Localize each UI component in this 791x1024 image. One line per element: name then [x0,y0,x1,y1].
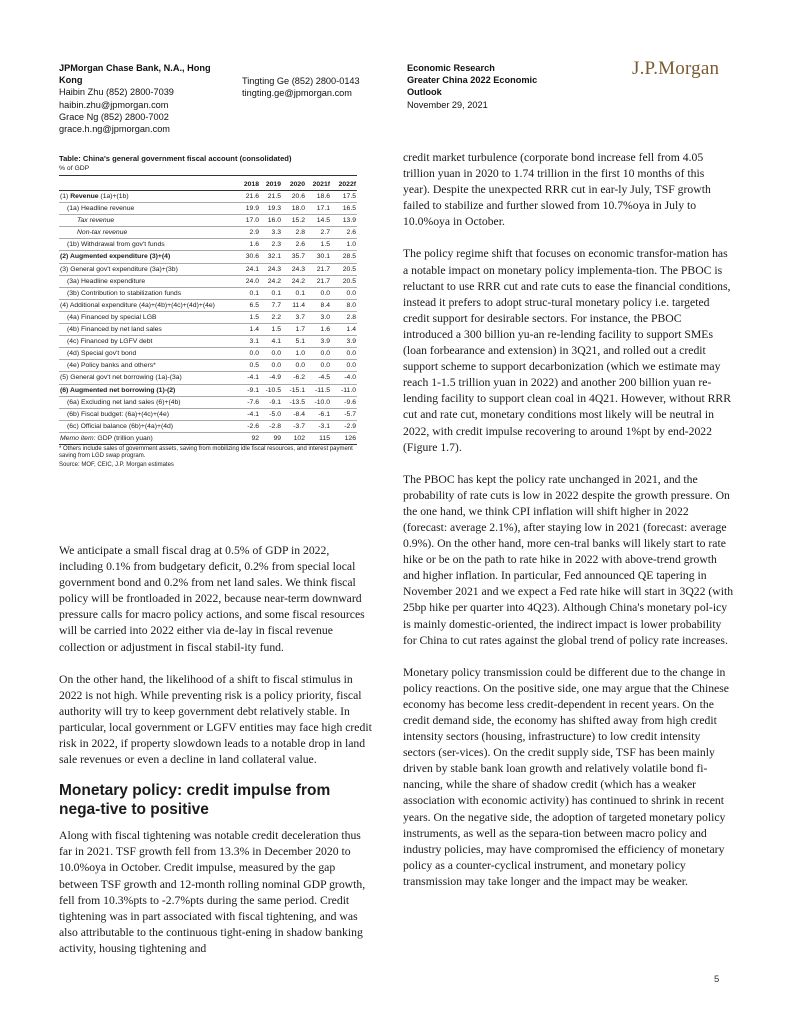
cell-value: 2.6 [295,241,305,249]
cell-value: 0.1 [295,289,305,297]
cell-value: 0.0 [271,362,281,370]
row-label: (4c) Financed by LGFV debt [67,338,153,346]
cell-value: 21.7 [316,277,330,285]
row-label: (3a) Headline expenditure [67,277,146,285]
report-title: Greater China 2022 Economic [407,75,538,86]
cell-value: 2.3 [271,241,281,249]
author-zhu: Haibin Zhu (852) 2800-7039 [59,87,174,98]
paragraph: credit market turbulence (corporate bond increase fell from 4.05 trillion yuan in 2020 to 1.74 trillion in the first 10 months of this year). Despite the unexpected RRR cut in ear-ly July, TSF growth failed to stabilize and further slowed from 10.7%oya in July to 10.0%oya in October. [403,151,711,229]
cell-value: -8.4 [293,410,305,418]
row-label: (4) Additional expenditure (4a)+(4b)+(4c)+(4d)+(4e) [60,301,215,309]
cell-value: 3.0 [320,313,330,321]
cell-value: 21.5 [267,193,281,200]
row-label: (4e) Policy banks and others* [67,362,156,370]
table-row [59,432,357,444]
col-header: 2021f [312,181,330,188]
cell-value: 2.6 [346,229,356,237]
table-row [59,372,357,384]
cell-value: 0.5 [249,362,259,370]
table-row [59,324,357,336]
table-row [59,239,357,251]
col-header: 2018 [243,181,259,188]
cell-value: 19.9 [245,205,259,213]
cell-value: 2.7 [320,229,330,237]
paragraph: The PBOC has kept the policy rate unchanged in 2021, and the probability of rate cuts is low in 2022 despite the growth pressure. On the one hand, we think CPI inflation will shift higher in 2022 (forecast: average 2.1%), after staying low in 2021 (forecast: average 0.9%). On the other hand, more cen-tral banks will likely start to rate hike or be on the path to rate hike in 2022 with above-trend growth and higher inflation. In particular, Fed announced QE tapering in November 2021 and we expect a Fed rate hike will start in 3Q22 (with 25bp hike per quarter into 4Q23). Although China's monetary pol-icy is mainly domestic-oriented, the indirect impact is lower probability for China to cut rates against the global trend of policy rate increases. [403,472,734,647]
row-label: (4d) Special gov't bond [67,350,137,358]
row-label: (3) General gov't expenditure (3a)+(3b) [60,265,178,273]
cell-value: 102 [293,434,305,442]
cell-value: 0.0 [271,350,281,358]
table-row [59,263,357,275]
table-row [59,287,357,299]
cell-value: 19.3 [267,205,281,213]
email-ge[interactable]: tingting.ge@jpmorgan.com [242,88,352,99]
cell-value: -2.6 [247,422,259,430]
cell-value: 1.6 [249,241,259,249]
author-ge: Tingting Ge (852) 2800-0143 [242,76,360,86]
cell-value: 2.9 [249,229,259,237]
table-row [59,384,357,396]
entity-name-cont: Kong [59,75,83,86]
cell-value: 1.6 [320,326,330,334]
cell-value: -9.6 [344,398,356,406]
cell-value: 0.1 [249,289,259,297]
cell-value: 0.0 [346,362,356,370]
paragraph: On the other hand, the likelihood of a shift to fiscal stimulus in 2022 is not high. While preventing risk is a policy priority, fiscal authority will try to keep government debt relatively stable. In particular, local government or LGFV entities may face high credit risk in 2022, if property slowdown leads to a notable drop in land sale revenues or even a decline in land collateral value. [59,672,372,767]
header-report-info [407,62,582,111]
cell-value: 0.0 [320,289,330,297]
table-header-row [59,179,357,191]
cell-value: 11.4 [292,301,305,309]
cell-value: 17.1 [316,205,330,213]
header-authors-mid [242,75,402,99]
cell-value: 0.0 [249,350,259,358]
cell-value: -4.1 [247,410,259,418]
page-number: 5 [714,974,720,985]
cell-value: 3.9 [346,338,356,346]
table-row [59,191,357,203]
cell-value: -7.6 [247,398,259,406]
cell-value: 2.8 [346,313,356,321]
fiscal-table [59,179,357,445]
row-label: Non-tax revenue [77,229,128,237]
table-source: Source: MOF, CEIC, J.P. Morgan estimates [59,461,174,468]
cell-value: 0.0 [346,350,356,358]
row-label: (6c) Official balance (6b)+(4a)+(4d) [67,422,174,430]
cell-value: -4.9 [269,374,281,382]
cell-value: -9.1 [247,386,259,394]
row-label: (1b) Withdrawal from gov't funds [67,241,165,249]
table-row [59,227,357,239]
table-row [59,420,357,432]
fiscal-account-table [59,154,357,469]
col-header: 2020 [289,181,305,188]
entity-name: JPMorgan Chase Bank, N.A., Hong [59,63,211,73]
cell-value: -5.0 [269,410,281,418]
cell-value: -15.1 [289,386,305,394]
table-row [59,203,357,215]
row-label: (6b) Fiscal budget: (6a)+(4c)+(4e) [67,410,169,418]
cell-value: -10.0 [314,398,330,406]
email-zhu[interactable]: haibin.zhu@jpmorgan.com [59,99,169,110]
cell-value: 32.1 [267,253,281,261]
table-row [59,275,357,287]
cell-value: 13.9 [342,217,356,225]
cell-value: 14.5 [316,217,330,225]
cell-value: 24.0 [245,277,259,285]
row-label: (3b) Contribution to stabilization funds [67,289,182,297]
cell-value: 15.2 [291,217,305,225]
cell-value: -5.7 [344,410,356,418]
cell-value: -13.5 [289,398,305,406]
row-label: (4a) Financed by special LGB [67,313,157,321]
cell-value: 115 [319,434,330,442]
cell-value: 2.2 [271,313,281,321]
report-date: November 29, 2021 [407,99,488,110]
table-row [59,348,357,360]
cell-value: 17.0 [245,217,259,225]
row-label: (6a) Excluding net land sales (6)+(4b) [67,398,181,406]
cell-value: -10.5 [265,386,281,394]
cell-value: 35.7 [291,253,305,261]
cell-value: 0.0 [320,350,330,358]
jpmorgan-logo: J.P.Morgan [632,58,720,79]
cell-value: 5.1 [295,338,305,346]
cell-value: -2.9 [344,422,356,430]
cell-value: -6.1 [318,410,330,418]
cell-value: 1.5 [271,326,281,334]
paragraph: We anticipate a small fiscal drag at 0.5% of GDP in 2022, including 0.1% from budgetary deficit, 0.2% from special local government bond and 0.2% from net land sales. We think fiscal policy will be frontloaded in 2022, because near-term downward pressure calls for macro policy actions, and some fiscal resources will be carried into 2022 either via de-lay in fiscal revenue collection or adjustment in fiscal stabil-ity fund. [59,544,365,654]
cell-value: 3.9 [320,338,330,346]
row-label: (2) Augmented expenditure (3)+(4) [60,253,171,261]
cell-value: -9.1 [269,398,281,406]
table-row [59,215,357,227]
cell-value: 2.8 [295,229,305,237]
row-label: (4b) Financed by net land sales [67,326,162,334]
cell-value: 30.1 [316,253,330,261]
cell-value: 16.0 [267,217,281,225]
cell-value: 4.1 [271,338,281,346]
cell-value: 126 [344,434,356,442]
section-heading: Monetary policy: credit impulse from nega-tive to positive [59,782,331,818]
cell-value: 1.4 [346,326,356,334]
col-header: 2022f [338,181,356,188]
right-column [403,150,734,906]
cell-value: 0.0 [295,362,305,370]
cell-value: 30.6 [245,253,259,261]
paragraph: The policy regime shift that focuses on economic transfor-mation has a notable impact on monetary policy implementa-tion. The PBOC is reluctant to use RRR cut and rate cuts to ease the financial conditions, instead it prefers to adopt struc-tural monetary policy i.e. targeted credit support for desirable sectors. For instance, the PBOC introduced a 300 billion yu-an re-lending facility to support SMEs (loan forbearance and extension) in 3Q21, and rolled out a credit support scheme to support decarbonization (which we estimate may reach 1-1.5 trillion yuan in 2022) and another 200 billion yuan re-lending facility to support clean coal in 4Q21. However, without RRR cut and rate cut, monetary conditions most likely will be neutral in 2022, with credit impulse recovering to around 1%pt by end-2022 (Figure 1.7). [403,247,732,454]
cell-value: 24.1 [245,265,259,273]
left-column [59,543,375,973]
cell-value: 0.0 [346,289,356,297]
cell-value: -11.5 [315,386,330,394]
cell-value: -3.7 [293,422,305,430]
table-footnote: * Others include sales of government assets, saving from mobilizing idle fiscal resources, and interest payment saving from LGD swap program. [59,445,353,460]
cell-value: 99 [273,434,281,442]
header-authors-left [59,62,239,135]
cell-value: 8.4 [320,301,330,309]
cell-value: 21.7 [316,265,330,273]
table-row [59,408,357,420]
cell-value: 8.0 [346,301,356,309]
cell-value: -2.8 [269,422,281,430]
cell-value: 24.3 [267,265,281,273]
department: Economic Research [407,63,495,73]
cell-value: 1.5 [249,313,259,321]
cell-value: 28.5 [342,253,356,261]
cell-value: 0.0 [320,362,330,370]
table-row [59,311,357,323]
table-row [59,360,357,372]
cell-value: 20.5 [342,265,356,273]
cell-value: 24.2 [291,277,305,285]
cell-value: 24.2 [267,277,281,285]
row-label: (1a) Headline revenue [67,205,135,213]
paragraph: Along with fiscal tightening was notable credit deceleration thus far in 2021. TSF growth fell from 13.3% in December 2020 to 10.0%oya in October. Credit impulse, measured by the gap between TSF growth and 12-month rolling nominal GDP growth, fell from 10.3%pts to -2.7%pts during the same period. Credit tightening was in part associated with fiscal tightening, and was also attributable to the continuous tight-ening in shadow banking activity, housing tightening and [59,829,366,955]
cell-value: 1.0 [295,350,305,358]
row-label: (6) Augmented net borrowing (1)-(2) [60,386,176,394]
report-title-cont: Outlook [407,87,442,98]
cell-value: 7.7 [271,301,281,309]
cell-value: -11.0 [341,386,356,394]
email-ng[interactable]: grace.h.ng@jpmorgan.com [59,124,170,135]
row-label: (5) General gov't net borrowing (1a)-(3a) [60,374,182,382]
table-row [59,251,357,263]
cell-value: 24.3 [291,265,305,273]
cell-value: -3.1 [318,422,330,430]
cell-value: 1.7 [295,326,305,334]
table-unit: % of GDP [59,164,357,176]
table-row [59,396,357,408]
row-label: (1) Revenue (1a)+(1b) [60,193,129,200]
paragraph: Monetary policy transmission could be different due to the change in policy reactions. On the positive side, one may argue that the Chinese economy has become less credit-dependent in recent years. On the credit demand side, the economy has shifted away from high credit intensity sectors (housing, infrastructure) to low credit intensity sectors (ser-vices). On the credit supply side, TSF has been mainly driven by stable bank loan growth and relatively volatile bond fi-nancing, while the share of shadow credit (which has a weaker association with economic activity) has continued to shrink in recent years. On the negative side, the adoption of targeted monetary policy instruments, as well as the separa-tion between macro policy and industry policies, may have compromised the efficiency of monetary policy as a counter-cyclical instrument, and monetary policy transmission may take longer and the impact may be weaker. [403,665,729,888]
cell-value: -4.0 [344,374,356,382]
cell-value: 1.0 [346,241,356,249]
row-label: Tax revenue [77,217,115,225]
cell-value: 16.5 [342,205,356,213]
table-row [59,299,357,311]
cell-value: 21.6 [245,193,259,200]
cell-value: -4.1 [247,374,259,382]
cell-value: 3.1 [249,338,259,346]
cell-value: 17.5 [342,193,356,200]
table-title: Table: China's general government fiscal account (consolidated) [59,154,292,163]
cell-value: -4.5 [318,374,330,382]
cell-value: 20.5 [342,277,356,285]
cell-value: 0.1 [271,289,281,297]
cell-value: 6.5 [249,301,259,309]
table-row [59,336,357,348]
cell-value: 92 [251,434,259,442]
col-header: 2019 [265,181,281,188]
cell-value: 18.0 [291,205,305,213]
cell-value: 20.6 [291,193,305,200]
cell-value: 3.3 [271,229,281,237]
cell-value: 3.7 [295,313,305,321]
cell-value: 1.5 [320,241,330,249]
row-label: Memo item: GDP (trillion yuan) [60,434,153,442]
cell-value: -6.2 [293,374,305,382]
cell-value: 1.4 [249,326,259,334]
cell-value: 18.6 [316,193,330,200]
author-ng: Grace Ng (852) 2800-7002 [59,111,169,122]
